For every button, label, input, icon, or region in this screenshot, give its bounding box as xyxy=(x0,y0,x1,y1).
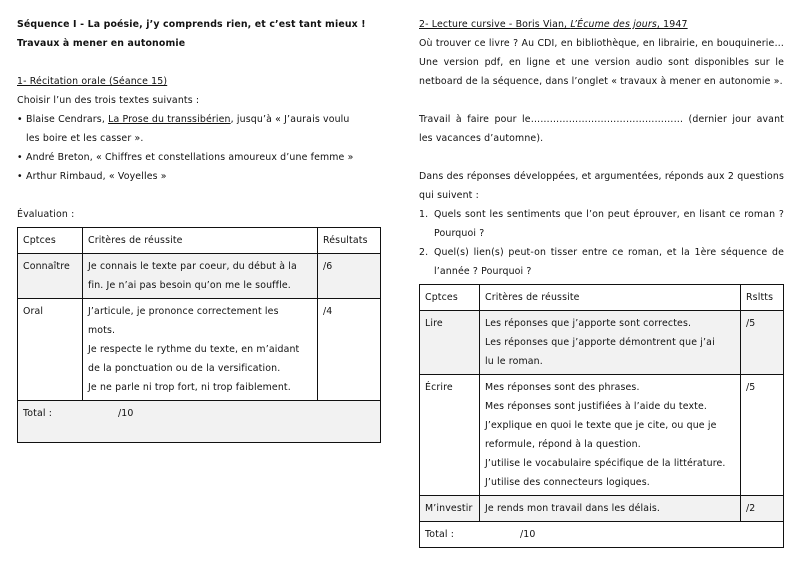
list-item-text: André Breton, « Chiffres et constellations amoureux d’une femme » xyxy=(26,152,354,163)
questions-list xyxy=(419,205,784,281)
question-text: Quels sont les sentiments que l’on peut éprouver, en lisant ce roman ? Pourquoi ? xyxy=(434,209,784,239)
total-label: Total : xyxy=(23,408,53,419)
total-cell xyxy=(420,522,784,548)
criteria-line: Les réponses que j’apporte démontrent que j’ai xyxy=(485,337,715,348)
criteria-cell xyxy=(83,254,318,299)
instructions-paragraph: Dans des réponses développées, et argumentées, réponds aux 2 questions qui suivent : xyxy=(419,171,784,201)
section2-heading xyxy=(419,15,784,34)
criteria-cell xyxy=(480,496,741,522)
heading-year: , 1947 xyxy=(656,19,688,30)
right-column xyxy=(419,15,784,548)
criteria-line: Mes réponses sont justifiées à l’aide du texte. xyxy=(485,401,708,412)
list-item xyxy=(419,243,784,281)
criteria-line: J’utilise des connecteurs logiques. xyxy=(485,477,650,488)
criteria-line: J’articule, je prononce correctement les xyxy=(88,306,279,317)
score-cell: /5 xyxy=(741,311,784,375)
criteria-cell xyxy=(83,299,318,401)
skill-cell: Connaître xyxy=(18,254,83,299)
list-item xyxy=(17,167,381,186)
total-cell xyxy=(18,401,381,443)
question-number: 2. xyxy=(419,247,429,258)
skill-cell: Lire xyxy=(420,311,480,375)
table-row xyxy=(18,254,381,299)
criteria-cell xyxy=(480,375,741,496)
total-value: /10 xyxy=(520,529,536,540)
question-text: Quel(s) lien(s) peut-on tisser entre ce roman, et la 1ère séquence de l’année ? Pourquoi ? xyxy=(434,247,784,277)
text-choices-list xyxy=(17,110,381,186)
skill-cell: Oral xyxy=(18,299,83,401)
header-cell: Résultats xyxy=(318,228,381,254)
table-header-row xyxy=(18,228,381,254)
table-row xyxy=(420,311,784,375)
criteria-cell xyxy=(480,311,741,375)
table-row xyxy=(420,496,784,522)
criteria-line: de la ponctuation ou de la versification. xyxy=(88,363,281,374)
section1-intro: Choisir l’un des trois textes suivants : xyxy=(17,95,200,106)
score-cell: /4 xyxy=(318,299,381,401)
criteria-line: Je connais le texte par coeur, du début à la xyxy=(88,261,297,272)
total-row xyxy=(18,401,381,443)
criteria-line: J’explique en quoi le texte que je cite, ou que je xyxy=(485,420,717,431)
total-label: Total : xyxy=(425,529,455,540)
criteria-line: Mes réponses sont des phrases. xyxy=(485,382,640,393)
bullet-icon: • xyxy=(17,152,23,163)
work-title: L’Écume des jours xyxy=(570,19,657,30)
criteria-line: Je ne parle ni trop fort, ni trop faiblement. xyxy=(88,382,291,393)
spacer xyxy=(17,186,381,205)
table-row xyxy=(18,299,381,401)
evaluation-label: Évaluation : xyxy=(17,209,75,220)
list-item-text: , jusqu’à « J’aurais voulu xyxy=(230,114,350,125)
table-header-row xyxy=(420,285,784,311)
sequence-title: Séquence I - La poésie, j’y comprends rien, et c’est tant mieux ! xyxy=(17,19,366,30)
work-title: La Prose du transsibérien xyxy=(108,114,231,125)
bullet-icon: • xyxy=(17,114,23,125)
header-cell: Rsltts xyxy=(741,285,784,311)
due-date-paragraph: Travail à faire pour le………………………………………… (dernier jour avant les vacances d’automne). xyxy=(419,114,784,144)
criteria-line: Je rends mon travail dans les délais. xyxy=(485,503,661,514)
list-item-text: les boire et les casser ». xyxy=(26,133,144,144)
list-item xyxy=(17,148,381,167)
skill-cell: M’investir xyxy=(420,496,480,522)
total-row xyxy=(420,522,784,548)
reading-evaluation-table xyxy=(419,284,784,548)
spacer xyxy=(419,91,784,110)
header-cell: Cptces xyxy=(18,228,83,254)
total-value: /10 xyxy=(118,408,134,419)
question-number: 1. xyxy=(419,209,429,220)
criteria-line: fin. Je n’ai pas besoin qu’on me le souffle. xyxy=(88,280,291,291)
criteria-line: lu le roman. xyxy=(485,356,543,367)
score-cell: /2 xyxy=(741,496,784,522)
criteria-line: reformule, répond à la question. xyxy=(485,439,641,450)
sequence-subtitle: Travaux à mener en autonomie xyxy=(17,38,186,49)
skill-cell: Écrire xyxy=(420,375,480,496)
spacer xyxy=(17,53,381,72)
table-row xyxy=(420,375,784,496)
header-cell: Critères de réussite xyxy=(83,228,318,254)
left-column xyxy=(17,15,381,443)
criteria-line: mots. xyxy=(88,325,116,336)
criteria-line: Je respecte le rythme du texte, en m’aidant xyxy=(88,344,300,355)
heading-text: 2- Lecture cursive - Boris Vian, xyxy=(419,19,571,30)
where-to-find-paragraph: Où trouver ce livre ? Au CDI, en bibliothèque, en librairie, en bouquinerie… Une version pdf, en ligne et une version audio sont disponibles sur le netboard de la séquence, dans l’onglet « travaux à mener en autonomie ». xyxy=(419,38,784,87)
recitation-evaluation-table xyxy=(17,227,381,443)
bullet-icon: • xyxy=(17,171,23,182)
section1-heading: 1- Récitation orale (Séance 15) xyxy=(17,76,168,87)
criteria-line: Les réponses que j’apporte sont correctes. xyxy=(485,318,692,329)
header-cell: Critères de réussite xyxy=(480,285,741,311)
criteria-line: J’utilise le vocabulaire spécifique de la littérature. xyxy=(485,458,726,469)
list-item-author: Blaise Cendrars, xyxy=(26,114,109,125)
list-item-text: Arthur Rimbaud, « Voyelles » xyxy=(26,171,167,182)
list-item xyxy=(17,110,381,148)
list-item xyxy=(419,205,784,243)
spacer xyxy=(419,148,784,167)
score-cell: /6 xyxy=(318,254,381,299)
score-cell: /5 xyxy=(741,375,784,496)
header-cell: Cptces xyxy=(420,285,480,311)
